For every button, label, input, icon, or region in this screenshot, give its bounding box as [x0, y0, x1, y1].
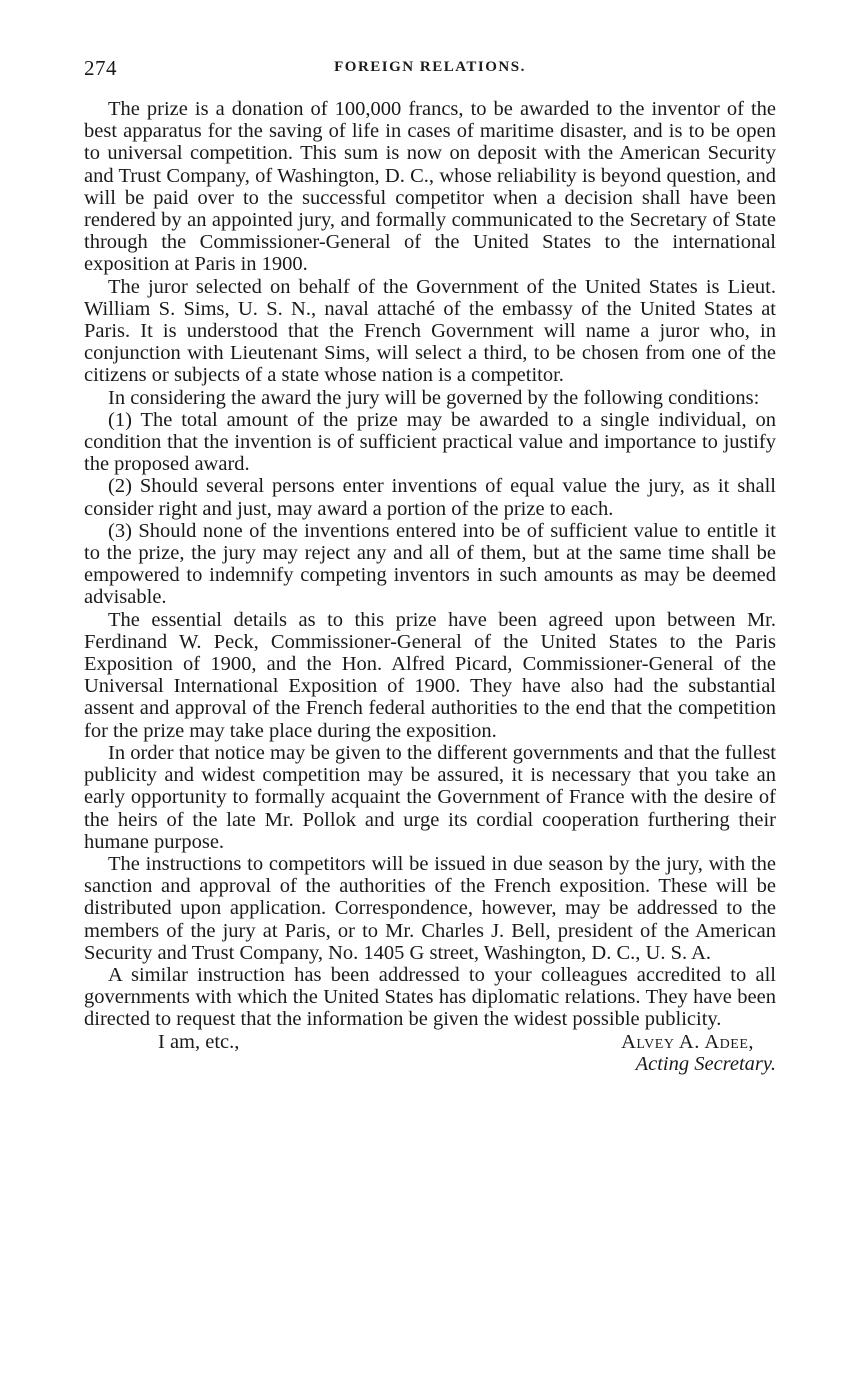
- signer-name: Alvey A. Adee,: [621, 1030, 754, 1053]
- paragraph-condition-3: (3) Should none of the inventions entered into be of sufficient value to entitle it to the prize, the jury may reject any and all of them, but at the same time shall be empowered to indemnify competing inventors in such amounts as may be deemed advisable.: [84, 519, 776, 609]
- paragraph-essential-details: The essential details as to this prize have been agreed upon between Mr. Ferdinand W. Peck, Commissioner-General of the United States to the Paris Exposition of 1900, and the Hon. Alfred Picard, Commissioner-General of the Universal International Exposition of 1900. They have also had the substantial assent and approval of the French federal authorities to the end that the competition for the prize may take place during the exposition.: [84, 608, 776, 742]
- closing-salutation: I am, etc.,: [158, 1030, 240, 1053]
- paragraph-condition-1: (1) The total amount of the prize may be awarded to a single individual, on condition that the invention is of sufficient practical value and importance to justify the proposed award.: [84, 408, 776, 476]
- document-body: [84, 98, 776, 1031]
- page-header: [84, 50, 776, 84]
- paragraph-notice-to-governments: In order that notice may be given to the different governments and that the fullest publicity and widest competition may be assured, it is necessary that you take an early opportunity to formally acquaint the Government of France with the desire of the heirs of the late Mr. Pollok and urge its cordial cooperation furthering their humane purpose.: [84, 741, 776, 853]
- paragraph-condition-2: (2) Should several persons enter inventions of equal value the jury, as it shall consider right and just, may award a portion of the prize to each.: [84, 475, 776, 520]
- document-page: [84, 50, 776, 1079]
- page-number: 274: [84, 56, 117, 80]
- letter-closing: [84, 1031, 776, 1079]
- paragraph-prize-donation: The prize is a donation of 100,000 francs, to be awarded to the inventor of the best apparatus for the saving of life in cases of maritime disaster, and is to be open to universal competition. This sum is now on deposit with the American Security and Trust Company, of Washington, D. C., whose reliability is beyond question, and will be paid over to the successful competitor when a decision shall have been rendered by an appointed jury, and formally communicated to the Secretary of State through the Commissioner-General of the United States to the international exposition at Paris in 1900.: [84, 98, 776, 276]
- running-head: FOREIGN RELATIONS.: [334, 59, 526, 75]
- paragraph-similar-instruction: A similar instruction has been addressed to your colleagues accredited to all governments with which the United States has diplomatic relations. They have been directed to request that the information be given the widest possible publicity.: [84, 963, 776, 1031]
- paragraph-juror-selection: The juror selected on behalf of the Government of the United States is Lieut. William S. Sims, U. S. N., naval attaché of the embassy of the United States at Paris. It is understood that the French Government will name a juror who, in conjunction with Lieutenant Sims, will select a third, to be chosen from one of the citizens or subjects of a state whose nation is a competitor.: [84, 275, 776, 387]
- paragraph-award-conditions-intro: In considering the award the jury will be governed by the following conditions:: [108, 386, 760, 409]
- signer-title: Acting Secretary.: [635, 1052, 776, 1075]
- paragraph-instructions-to-competitors: The instructions to competitors will be issued in due season by the jury, with the sanction and approval of the authorities of the French exposition. These will be distributed upon application. Correspondence, however, may be addressed to the members of the jury at Paris, or to Mr. Charles J. Bell, president of the American Security and Trust Company, No. 1405 G street, Washington, D. C., U. S. A.: [84, 852, 776, 964]
